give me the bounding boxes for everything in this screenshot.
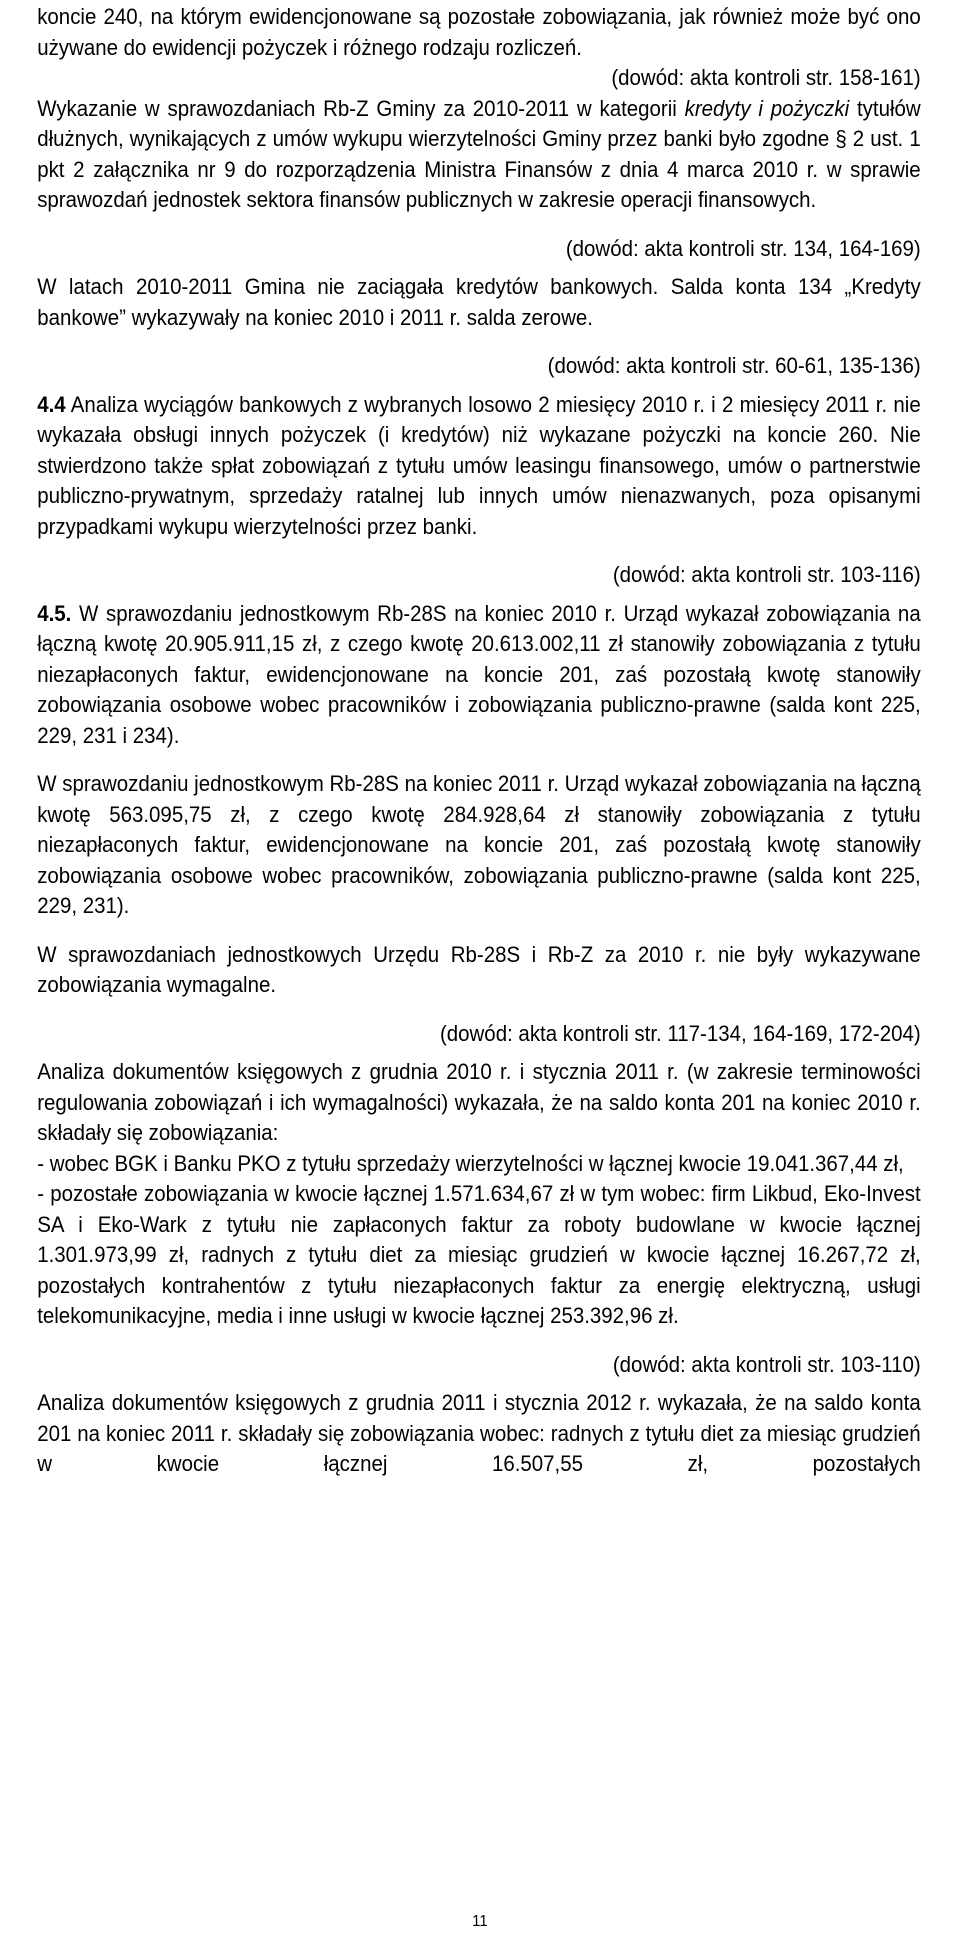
paragraph-bank-credits: W latach 2010-2011 Gmina nie zaciągała kredytów bankowych. Salda konta 134 „Kredyty bankowe” wykazywały na koniec 2010 i 2011 r. salda zerowe. [37, 274, 921, 330]
paragraph-rb28s-rbz-2010: W sprawozdaniach jednostkowych Urzędu Rb-28S i Rb-Z za 2010 r. nie były wykazywane zobowiązania wymagalne. [37, 941, 921, 997]
evidence-note: (dowód: akta kontroli str. 134, 164-169) [565, 235, 921, 261]
paragraph-section-4-4 [37, 390, 921, 543]
paragraph-rb28s-2011: W sprawozdaniu jednostkowym Rb-28S na koniec 2011 r. Urząd wykazał zobowiązania na łączną kwotę 563.095,75 zł, z czego kwotę 284.928,64 zł stanowiły zobowiązania z tytułu niezapłaconych faktur, ewidencjonowane na koncie 201, zaś pozostałą kwotę stanowiły zobowiązania osobowe wobec pracowników, zobowiązania publiczno-prawne (salda kont 225, 229, 231). [37, 771, 921, 918]
document-body [37, 2, 921, 1480]
list-item-other-liabilities: - pozostałe zobowiązania w kwocie łącznej 1.571.634,67 zł w tym wobec: firm Likbud, Eko-Invest SA i Eko-Wark z tytułu nie zapłaconych faktur za roboty budowlane w kwocie łącznej 1.301.973,99 zł, radnych z tytułu diet za miesiąc grudzień w kwocie łącznej 16.267,72 zł, pozostałych kontrahentów z tytułu niezapłaconych faktur za energię elektryczną, usługi telekomunikacyjne, media i inne usługi w kwocie łącznej 253.392,96 zł. [37, 1181, 921, 1328]
section-number: 4.5. [37, 600, 72, 626]
section-number: 4.4 [37, 391, 66, 417]
text-run: W sprawozdaniu jednostkowym Rb-28S na koniec 2010 r. Urząd wykazał zobowiązania na łączną kwotę 20.905.911,15 zł, z czego kwotę 20.613.002,11 zł stanowiły zobowiązania z tytułu niezapłaconych faktur, ewidencjonowane na koncie 201, zaś pozostałą kwotę stanowiły zobowiązania osobowe wobec pracowników i zobowiązania publiczno-prawne (salda kont 225, 229, 231 i 234). [37, 600, 921, 748]
evidence-note: (dowód: akta kontroli str. 103-110) [612, 1351, 921, 1377]
list-item-bgk-pko: - wobec BGK i Banku PKO z tytułu sprzedaży wierzytelności w łącznej kwocie 19.041.367,44 zł, [37, 1150, 904, 1176]
paragraph-analysis-2010: Analiza dokumentów księgowych z grudnia 2010 r. i stycznia 2011 r. (w zakresie terminowości regulowania zobowiązań i ich wymagalności) wykazała, że na saldo konta 201 na koniec 2010 r. składały się zobowiązania: [37, 1059, 921, 1145]
paragraph-section-4-5 [37, 599, 921, 752]
paragraph-intro: koncie 240, na którym ewidencjonowane są pozostałe zobowiązania, jak również może być ono używane do ewidencji pożyczek i różnego rodzaju rozliczeń. [37, 4, 921, 60]
italic-term: kredyty i pożyczki [684, 95, 850, 121]
text-run: tytułów dłużnych, wynikających z umów wykupu wierzytelności Gminy przez banki było zgodne § 2 ust. 1 pkt 2 załącznika nr 9 do rozporządzenia Ministra Finansów z dnia 4 marca 2010 r. w sprawie sprawozdań jednostek sektora finansów publicznych w zakresie operacji finansowych. [37, 95, 921, 212]
text-run: Wykazanie w sprawozdaniach Rb-Z Gminy za 2010-2011 w kategorii [37, 95, 685, 121]
paragraph-rbz-report [37, 94, 921, 216]
evidence-note: (dowód: akta kontroli str. 117-134, 164-169, 172-204) [439, 1020, 921, 1046]
evidence-note: (dowód: akta kontroli str. 60-61, 135-136) [547, 353, 921, 378]
paragraph-analysis-2011: Analiza dokumentów księgowych z grudnia 2011 i stycznia 2012 r. wykazała, że na saldo konta 201 na koniec 2011 r. składały się zobowiązania wobec: radnych z tytułu diet za miesiąc grudzień w kwocie łącznej 16.507,55 zł, pozostałych [37, 1390, 921, 1476]
page-number: 11 [472, 1913, 488, 1930]
evidence-note: (dowód: akta kontroli str. 103-116) [612, 562, 921, 587]
evidence-note: (dowód: akta kontroli str. 158-161) [611, 65, 921, 90]
text-run: Analiza wyciągów bankowych z wybranych losowo 2 miesięcy 2010 r. i 2 miesięcy 2011 r. nie wykazała obsługi innych pożyczek (i kredytów) niż wykazane pożyczki na koncie 260. Nie stwierdzono także spłat zobowiązań z tytułu umów leasingu finansowego, umów o partnerstwie publiczno-prywatnym, sprzedaży ratalnej lub innych umów nienazwanych, poza opisanymi przypadkami wykupu wierzytelności przez banki. [37, 391, 921, 539]
